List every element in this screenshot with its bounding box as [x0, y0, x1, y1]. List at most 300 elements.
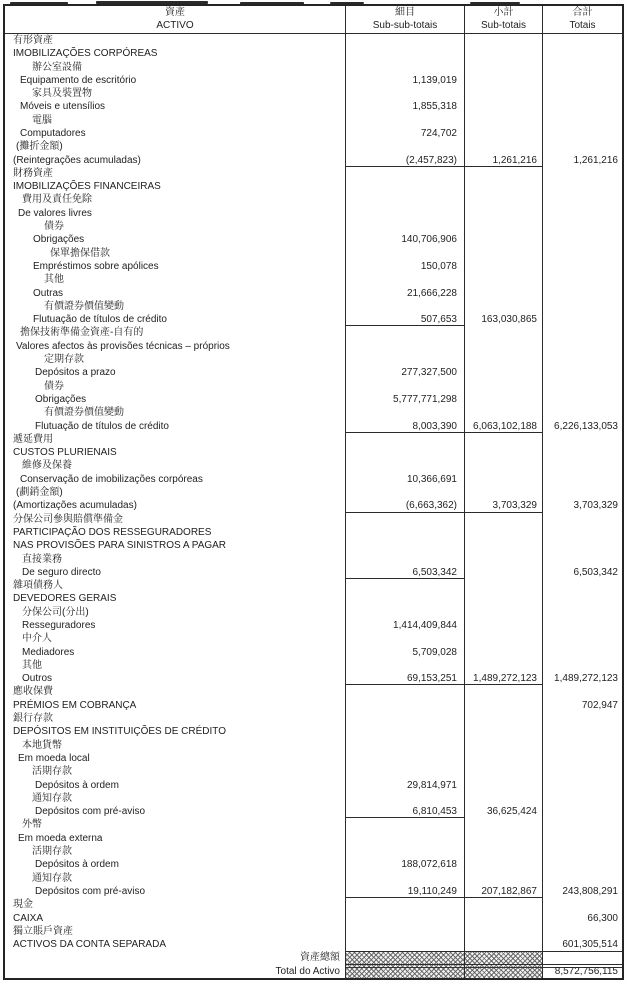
header-totals-pt: Totais: [569, 20, 596, 32]
table-row: [5, 114, 622, 127]
subtotal-cell: [464, 606, 542, 619]
table-row: [5, 300, 622, 313]
subtotal-cell: [464, 127, 542, 140]
subsubtotal-cell: [345, 486, 464, 499]
subtotal-cell: [464, 872, 542, 885]
row-label: 活期存款: [32, 766, 72, 778]
subtotal-cell: 163,030,865: [464, 313, 542, 326]
subtotal-cell: [464, 380, 542, 393]
subsubtotal-cell: [345, 180, 464, 193]
total-cell: [542, 925, 622, 938]
subsubtotal-cell: [345, 273, 464, 286]
row-label: Obrigações: [35, 393, 87, 405]
total-cell: [542, 659, 622, 672]
table-row: [5, 100, 622, 113]
subsubtotal-cell: [345, 553, 464, 566]
table-row: [5, 885, 622, 898]
subtotal-cell: [464, 140, 542, 153]
subsubtotal-cell: [345, 87, 464, 100]
row-label: 應收保費: [13, 686, 53, 698]
subsubtotal-cell: [345, 579, 464, 592]
row-label: ACTIVOS DA CONTA SEPARADA: [13, 939, 166, 951]
total-cell: [542, 539, 622, 552]
total-cell: [542, 872, 622, 885]
subsubtotal-cell: [345, 965, 464, 978]
subtotal-cell: [464, 114, 542, 127]
header-totals-cjk: 合計: [572, 7, 593, 19]
row-label: 分保公司(分出): [22, 606, 89, 618]
row-label: 有價證券價值變動: [44, 407, 124, 419]
row-label: DEVEDORES GERAIS: [13, 593, 117, 605]
subsubtotal-cell: 21,666,228: [345, 287, 464, 300]
row-label: Flutuação de títulos de crédito: [33, 314, 167, 326]
table-row: [5, 699, 622, 712]
subtotal-cell: [464, 752, 542, 765]
subsubtotal-cell: [345, 513, 464, 526]
subsubtotal-cell: [345, 446, 464, 459]
subtotal-cell: [464, 353, 542, 366]
subsubtotal-cell: [345, 326, 464, 339]
total-cell: [542, 792, 622, 805]
subtotal-cell: [464, 779, 542, 792]
subtotal-cell: [464, 260, 542, 273]
total-cell: [542, 127, 622, 140]
table-row: [5, 273, 622, 286]
row-label: 債券: [44, 380, 64, 392]
row-label: PRÉMIOS EM COBRANÇA: [13, 699, 137, 711]
subsubtotal-cell: 507,653: [345, 313, 464, 326]
table-row: [5, 34, 622, 47]
total-cell: [542, 47, 622, 60]
subsubtotal-cell: [345, 592, 464, 605]
subtotal-cell: [464, 87, 542, 100]
subsubtotal-cell: [345, 951, 464, 964]
subsubtotal-cell: [345, 832, 464, 845]
table-row: [5, 672, 622, 685]
row-label: Equipamento de escritório: [20, 74, 137, 86]
row-label: 其他: [22, 659, 42, 671]
row-label: 直接業務: [22, 553, 62, 565]
total-cell: [542, 326, 622, 339]
total-cell: [542, 114, 622, 127]
table-row: [5, 938, 622, 951]
row-label: Em moeda externa: [18, 832, 103, 844]
subsubtotal-cell: [345, 459, 464, 472]
subtotal-cell: [464, 167, 542, 180]
header-assets-column: [5, 6, 345, 33]
table-row: [5, 951, 622, 964]
table-row: [5, 87, 622, 100]
total-cell: [542, 433, 622, 446]
total-cell: [542, 380, 622, 393]
table-row: [5, 167, 622, 180]
subtotal-cell: [464, 61, 542, 74]
subtotal-cell: [464, 513, 542, 526]
table-row: [5, 965, 622, 978]
table-row: [5, 592, 622, 605]
row-label: Outros: [22, 673, 53, 685]
table-row: [5, 619, 622, 632]
row-label: 其他: [44, 274, 64, 286]
subtotal-cell: 36,625,424: [464, 805, 542, 818]
row-label: Depósitos com pré-aviso: [35, 885, 146, 897]
table-row: [5, 632, 622, 645]
total-cell: [542, 898, 622, 911]
subtotal-cell: [464, 925, 542, 938]
total-cell: [542, 779, 622, 792]
subsubtotal-cell: (2,457,823): [345, 154, 464, 167]
total-cell: [542, 167, 622, 180]
subsubtotal-cell: [345, 220, 464, 233]
table-row: [5, 207, 622, 220]
subsubtotal-cell: [345, 539, 464, 552]
balance-sheet-table: [3, 4, 624, 980]
total-cell: [542, 632, 622, 645]
row-label: Computadores: [20, 128, 86, 139]
total-cell: 243,808,291: [542, 885, 622, 898]
table-row: [5, 832, 622, 845]
subsubtotal-cell: [345, 47, 464, 60]
subtotal-cell: [464, 486, 542, 499]
total-cell: [542, 247, 622, 260]
total-cell: [542, 34, 622, 47]
subsubtotal-cell: 1,855,318: [345, 100, 464, 113]
table-row: [5, 566, 622, 579]
table-row: [5, 725, 622, 738]
table-row: [5, 553, 622, 566]
subsubtotal-cell: (6,663,362): [345, 499, 464, 512]
total-cell: [542, 579, 622, 592]
row-label: Resseguradores: [22, 619, 96, 631]
subsubtotal-cell: [345, 380, 464, 393]
subtotal-cell: [464, 100, 542, 113]
subsubtotal-cell: [345, 699, 464, 712]
subsubtotal-cell: [345, 193, 464, 206]
subsubtotal-cell: [345, 725, 464, 738]
subsubtotal-cell: 277,327,500: [345, 366, 464, 379]
row-label: 銀行存款: [13, 713, 53, 725]
subtotal-cell: [464, 366, 542, 379]
total-cell: [542, 300, 622, 313]
total-cell: [542, 619, 622, 632]
subtotal-cell: [464, 725, 542, 738]
subsubtotal-cell: 8,003,390: [345, 420, 464, 433]
subtotal-cell: [464, 699, 542, 712]
header-subsubtotals-cjk: 細目: [395, 7, 415, 19]
header-assets-pt: ACTIVO: [156, 20, 194, 32]
total-cell: [542, 592, 622, 605]
row-label: (劃銷金額): [16, 487, 63, 499]
subsubtotal-cell: [345, 739, 464, 752]
subtotal-cell: [464, 938, 542, 951]
total-cell: [542, 100, 622, 113]
subtotal-cell: [464, 765, 542, 778]
subtotal-cell: [464, 965, 542, 978]
row-label: 外幣: [22, 819, 42, 831]
subsubtotal-cell: 6,503,342: [345, 566, 464, 579]
subsubtotal-cell: [345, 167, 464, 180]
subtotal-cell: [464, 792, 542, 805]
subsubtotal-cell: [345, 300, 464, 313]
row-label: 債券: [44, 221, 64, 233]
subsubtotal-cell: [345, 938, 464, 951]
subtotal-cell: [464, 233, 542, 246]
table-row: [5, 752, 622, 765]
subtotal-cell: [464, 193, 542, 206]
table-row: [5, 539, 622, 552]
table-row: [5, 606, 622, 619]
subsubtotal-cell: [345, 61, 464, 74]
table-row: [5, 247, 622, 260]
subtotal-cell: [464, 632, 542, 645]
row-label: Depósitos à ordem: [35, 779, 119, 791]
total-cell: 8,572,756,115: [542, 965, 622, 978]
total-cell: [542, 553, 622, 566]
table-body: [5, 34, 622, 978]
row-label: 費用及責任免除: [22, 194, 92, 206]
total-cell: [542, 818, 622, 831]
total-cell: [542, 260, 622, 273]
row-label: 獨立賬戶資產: [13, 925, 73, 937]
subtotal-cell: 207,182,867: [464, 885, 542, 898]
total-cell: [542, 725, 622, 738]
table-row: [5, 912, 622, 925]
subsubtotal-cell: [345, 685, 464, 698]
table-row: [5, 380, 622, 393]
subsubtotal-cell: 69,153,251: [345, 672, 464, 685]
table-row: [5, 818, 622, 831]
total-cell: [542, 606, 622, 619]
subsubtotal-cell: [345, 912, 464, 925]
total-cell: [542, 832, 622, 845]
row-label: 本地貨幣: [22, 739, 62, 751]
row-label: PARTICIPAÇÃO DOS RESSEGURADORES: [13, 526, 212, 538]
table-row: [5, 233, 622, 246]
subtotal-cell: [464, 406, 542, 419]
total-cell: [542, 61, 622, 74]
table-row: [5, 353, 622, 366]
subsubtotal-cell: 6,810,453: [345, 805, 464, 818]
row-label: 定期存款: [44, 354, 84, 366]
row-label: IMOBILIZAÇÕES CORPÓREAS: [13, 48, 158, 60]
table-row: [5, 420, 622, 433]
subsubtotal-cell: [345, 659, 464, 672]
row-label: NAS PROVISÕES PARA SINISTROS A PAGAR: [13, 540, 227, 552]
header-subtotals-cjk: 小計: [493, 7, 514, 19]
row-label: 電腦: [32, 114, 52, 126]
subsubtotal-cell: [345, 433, 464, 446]
total-cell: [542, 526, 622, 539]
total-cell: [542, 951, 622, 964]
subtotal-cell: [464, 273, 542, 286]
total-cell: [542, 140, 622, 153]
table-row: [5, 858, 622, 871]
subsubtotal-cell: [345, 845, 464, 858]
subsubtotal-cell: [345, 712, 464, 725]
total-cell: [542, 207, 622, 220]
row-label: 雜項債務人: [13, 580, 63, 592]
row-label: Móveis e utensílios: [20, 101, 106, 113]
subsubtotal-cell: [345, 114, 464, 127]
table-row: [5, 712, 622, 725]
subtotal-cell: [464, 592, 542, 605]
total-cell: [542, 685, 622, 698]
row-label: Conservação de imobilizações corpóreas: [20, 473, 203, 485]
row-label: Depósitos à ordem: [35, 859, 119, 871]
total-cell: 3,703,329: [542, 499, 622, 512]
subsubtotal-cell: 5,709,028: [345, 646, 464, 659]
total-cell: 601,305,514: [542, 938, 622, 951]
subtotal-cell: [464, 739, 542, 752]
subtotal-cell: [464, 858, 542, 871]
row-label: Obrigações: [33, 234, 85, 246]
table-row: [5, 513, 622, 526]
total-cell: [542, 446, 622, 459]
total-cell: [542, 180, 622, 193]
row-label: 保單擔保借款: [50, 247, 110, 259]
total-cell: [542, 313, 622, 326]
subtotal-cell: [464, 845, 542, 858]
subsubtotal-cell: [345, 872, 464, 885]
subtotal-cell: [464, 553, 542, 566]
row-label: CAIXA: [13, 912, 44, 924]
header-assets-cjk: 資產: [165, 7, 185, 19]
table-row: [5, 260, 622, 273]
row-label: IMOBILIZAÇÕES FINANCEIRAS: [13, 181, 161, 193]
subsubtotal-cell: [345, 247, 464, 260]
subsubtotal-cell: [345, 353, 464, 366]
table-row: [5, 326, 622, 339]
total-cell: [542, 486, 622, 499]
total-cell: 6,226,133,053: [542, 420, 622, 433]
row-label: Flutuação de títulos de crédito: [35, 420, 169, 432]
subtotal-cell: [464, 646, 542, 659]
row-label: 通知存款: [32, 872, 72, 884]
table-row: [5, 473, 622, 486]
subsubtotal-cell: 1,139,019: [345, 74, 464, 87]
subtotal-cell: 1,489,272,123: [464, 672, 542, 685]
subsubtotal-cell: 150,078: [345, 260, 464, 273]
subtotal-cell: [464, 220, 542, 233]
subsubtotal-cell: [345, 925, 464, 938]
subtotal-cell: [464, 619, 542, 632]
total-cell: [542, 366, 622, 379]
table-row: [5, 792, 622, 805]
total-cell: [542, 473, 622, 486]
subtotal-cell: [464, 47, 542, 60]
table-row: [5, 433, 622, 446]
subtotal-cell: 6,063,102,188: [464, 420, 542, 433]
subtotal-cell: [464, 446, 542, 459]
table-row: [5, 47, 622, 60]
row-label: Outras: [33, 287, 64, 299]
header-subtotals-pt: Sub-totais: [480, 20, 527, 32]
total-cell: [542, 712, 622, 725]
row-label: (攤折金額): [16, 141, 63, 153]
table-row: [5, 499, 622, 512]
row-label: 財務資產: [13, 167, 53, 179]
total-cell: [542, 406, 622, 419]
row-label: 辦公室設備: [32, 61, 82, 73]
subtotal-cell: [464, 832, 542, 845]
subsubtotal-cell: [345, 752, 464, 765]
subsubtotal-cell: [345, 34, 464, 47]
subsubtotal-cell: [345, 898, 464, 911]
subsubtotal-cell: 29,814,971: [345, 779, 464, 792]
subtotal-cell: [464, 526, 542, 539]
subtotal-cell: [464, 579, 542, 592]
row-label: Mediadores: [22, 646, 75, 658]
row-label: Depósitos a prazo: [35, 367, 116, 379]
row-label: CUSTOS PLURIENAIS: [13, 447, 117, 459]
row-label: 維修及保養: [22, 460, 72, 472]
row-label: Empréstimos sobre apólices: [33, 260, 159, 272]
subtotal-cell: [464, 912, 542, 925]
row-label: 資產總額: [300, 952, 340, 964]
subtotal-cell: [464, 685, 542, 698]
table-row: [5, 526, 622, 539]
subsubtotal-cell: [345, 526, 464, 539]
subsubtotal-cell: [345, 792, 464, 805]
total-cell: [542, 220, 622, 233]
row-label: 有形資產: [13, 34, 53, 46]
total-cell: 702,947: [542, 699, 622, 712]
subtotal-cell: 1,261,216: [464, 154, 542, 167]
subsubtotal-cell: [345, 207, 464, 220]
total-cell: [542, 74, 622, 87]
row-label: 通知存款: [32, 792, 72, 804]
total-cell: [542, 393, 622, 406]
subsubtotal-cell: 10,366,691: [345, 473, 464, 486]
table-row: [5, 845, 622, 858]
subtotal-cell: [464, 898, 542, 911]
subtotal-cell: [464, 712, 542, 725]
subtotal-cell: [464, 34, 542, 47]
row-label: 現金: [13, 899, 33, 911]
subtotal-cell: [464, 180, 542, 193]
subtotal-cell: [464, 247, 542, 260]
subtotal-cell: [464, 287, 542, 300]
row-label: (Reintegrações acumuladas): [13, 154, 141, 166]
subtotal-cell: [464, 659, 542, 672]
table-row: [5, 313, 622, 326]
total-cell: [542, 765, 622, 778]
subtotal-cell: [464, 951, 542, 964]
table-row: [5, 739, 622, 752]
header-subtotals-column: [464, 6, 542, 33]
table-header: [5, 6, 622, 34]
subsubtotal-cell: [345, 818, 464, 831]
header-subsubtotals-pt: Sub-sub-totais: [372, 20, 438, 32]
subsubtotal-cell: [345, 632, 464, 645]
subsubtotal-cell: [345, 406, 464, 419]
table-row: [5, 925, 622, 938]
table-row: [5, 872, 622, 885]
total-cell: [542, 845, 622, 858]
subtotal-cell: [464, 818, 542, 831]
total-cell: [542, 646, 622, 659]
table-row: [5, 646, 622, 659]
subtotal-cell: [464, 207, 542, 220]
header-subsubtotals-column: [345, 6, 464, 33]
total-cell: [542, 513, 622, 526]
table-row: [5, 193, 622, 206]
row-label: (Amortizações acumuladas): [13, 500, 137, 512]
row-label: 活期存款: [32, 846, 72, 858]
total-cell: [542, 739, 622, 752]
row-label: Total do Activo: [275, 965, 340, 977]
subsubtotal-cell: [345, 340, 464, 353]
